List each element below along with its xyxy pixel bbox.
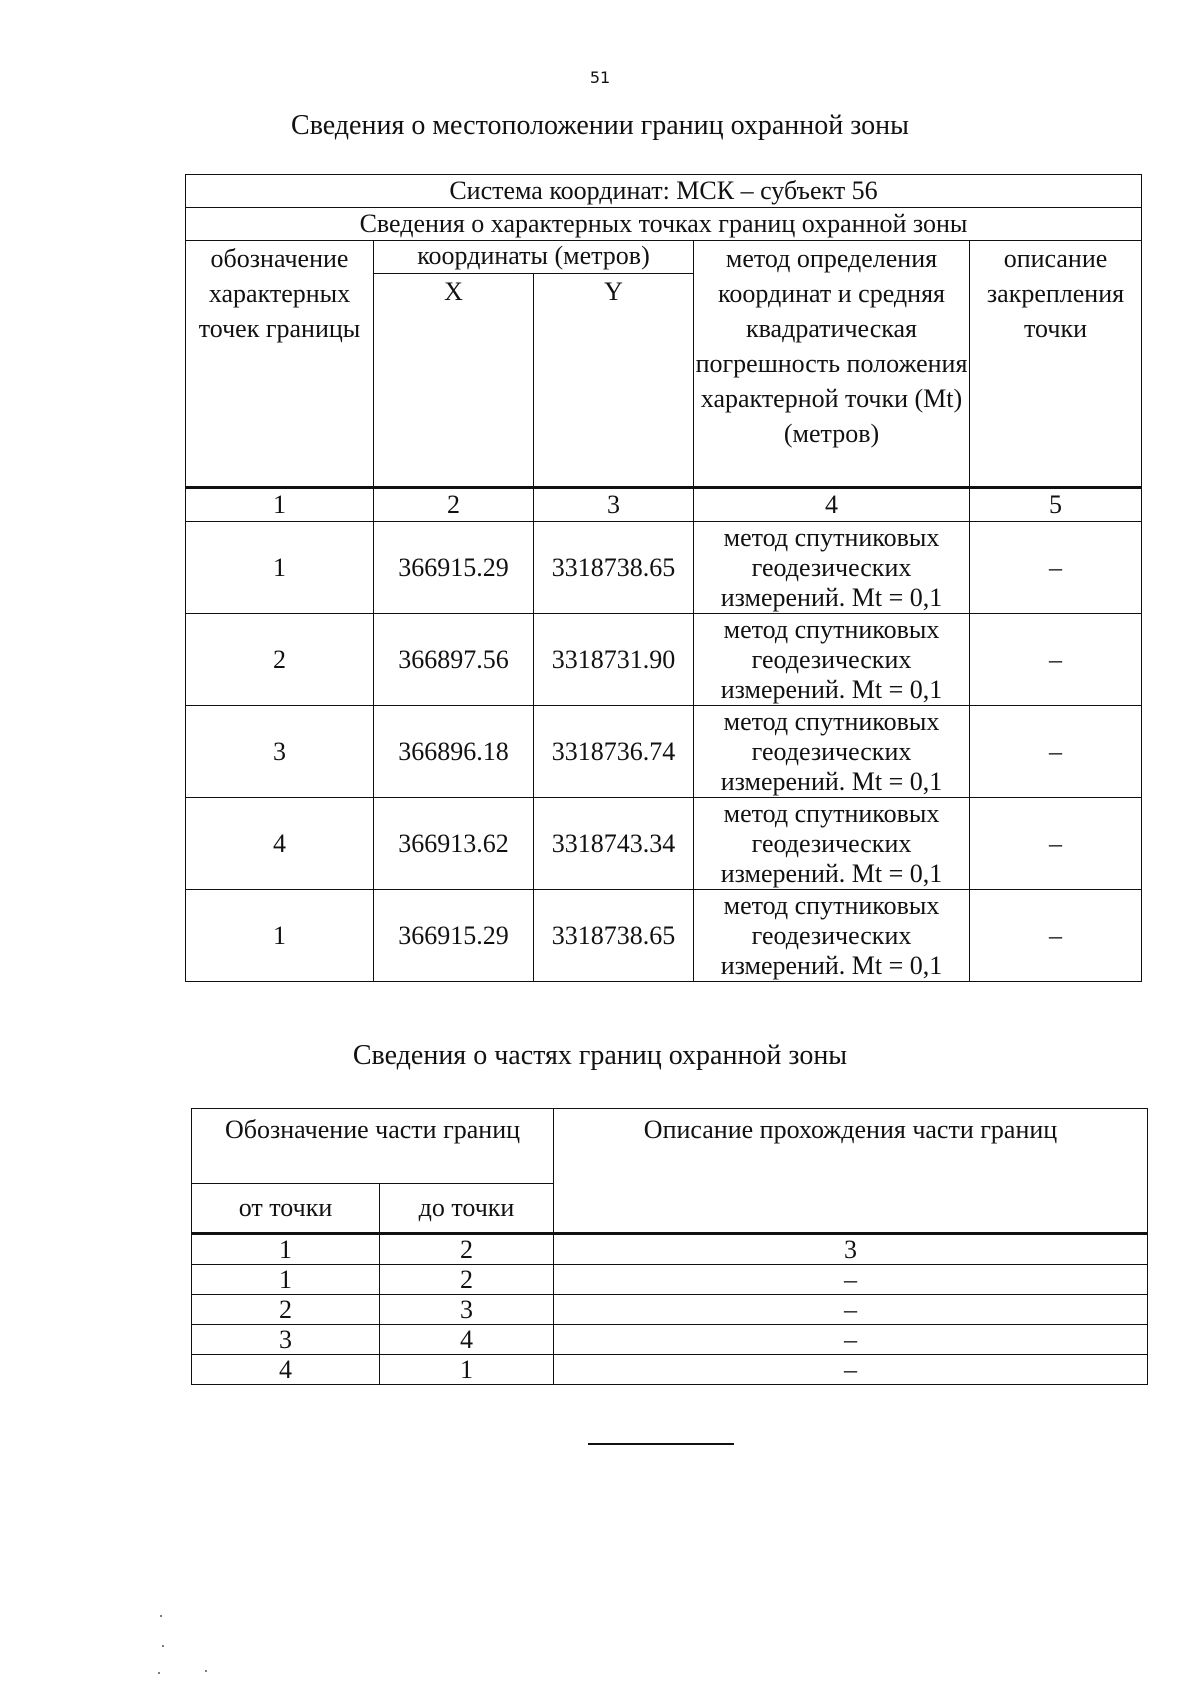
fixing-description: –: [970, 522, 1142, 614]
coord-x: 366915.29: [374, 522, 534, 614]
column-number: 5: [970, 488, 1142, 522]
column-header-method: метод определения координат и средняя квадратическая погрешность положения характерной точки (Mt) (метров): [694, 241, 970, 488]
coordinate-system-header: Система координат: МСК – субъект 56: [186, 175, 1142, 208]
column-header-description: описание закрепления точки: [970, 241, 1142, 488]
column-number: 3: [554, 1234, 1148, 1265]
coord-x: 366915.29: [374, 890, 534, 982]
from-point: 3: [192, 1325, 380, 1355]
fixing-description: –: [970, 798, 1142, 890]
table-row: [192, 1295, 1148, 1325]
parts-table: [191, 1108, 1148, 1385]
column-header-coordinates: координаты (метров): [374, 241, 694, 274]
part-description: –: [554, 1355, 1148, 1385]
table-row: [186, 798, 1142, 890]
column-header-part-designation: Обозначение части границ: [192, 1109, 554, 1184]
points-header-row: [186, 208, 1142, 241]
method: метод спутниковых геодезических измерений. Mt = 0,1: [694, 890, 970, 982]
coord-y: 3318738.65: [534, 890, 694, 982]
from-point: 2: [192, 1295, 380, 1325]
column-header-from: от точки: [192, 1184, 380, 1234]
column-header-to: до точки: [380, 1184, 554, 1234]
coord-x: 366896.18: [374, 706, 534, 798]
coord-y: 3318731.90: [534, 614, 694, 706]
scan-speck: [160, 1615, 162, 1617]
scan-speck: [158, 1672, 160, 1674]
column-number: 2: [374, 488, 534, 522]
column-number: 4: [694, 488, 970, 522]
table-row: [192, 1355, 1148, 1385]
column-number: 1: [186, 488, 374, 522]
method: метод спутниковых геодезических измерений. Mt = 0,1: [694, 614, 970, 706]
page-number: 51: [589, 68, 611, 87]
table-row: [186, 706, 1142, 798]
point-id: 4: [186, 798, 374, 890]
fixing-description: –: [970, 614, 1142, 706]
column-number-row: [186, 488, 1142, 522]
coord-y: 3318736.74: [534, 706, 694, 798]
point-id: 2: [186, 614, 374, 706]
to-point: 2: [380, 1265, 554, 1295]
end-separator-line: [588, 1443, 734, 1445]
fixing-description: –: [970, 890, 1142, 982]
parts-header-row: [192, 1109, 1148, 1184]
column-number: 1: [192, 1234, 380, 1265]
coord-y: 3318743.34: [534, 798, 694, 890]
points-table: [185, 174, 1142, 982]
table-row: [192, 1325, 1148, 1355]
to-point: 4: [380, 1325, 554, 1355]
table-row: [186, 522, 1142, 614]
table-row: [186, 614, 1142, 706]
column-number: 3: [534, 488, 694, 522]
to-point: 1: [380, 1355, 554, 1385]
coord-x: 366913.62: [374, 798, 534, 890]
column-number-row: [192, 1234, 1148, 1265]
part-description: –: [554, 1325, 1148, 1355]
point-id: 1: [186, 890, 374, 982]
coord-y: 3318738.65: [534, 522, 694, 614]
method: метод спутниковых геодезических измерений. Mt = 0,1: [694, 798, 970, 890]
column-header-part-description: Описание прохождения части границ: [554, 1109, 1148, 1234]
table-row: [186, 890, 1142, 982]
points-header: Сведения о характерных точках границ охранной зоны: [186, 208, 1142, 241]
coordinate-system-row: [186, 175, 1142, 208]
column-header-row: [186, 241, 1142, 274]
method: метод спутниковых геодезических измерений. Mt = 0,1: [694, 706, 970, 798]
section-title-boundary-location: Сведения о местоположении границ охранной зоны: [291, 110, 909, 141]
from-point: 4: [192, 1355, 380, 1385]
from-point: 1: [192, 1265, 380, 1295]
point-id: 1: [186, 522, 374, 614]
fixing-description: –: [970, 706, 1142, 798]
to-point: 3: [380, 1295, 554, 1325]
method: метод спутниковых геодезических измерений. Mt = 0,1: [694, 522, 970, 614]
column-header-y: Y: [534, 274, 694, 488]
part-description: –: [554, 1265, 1148, 1295]
coord-x: 366897.56: [374, 614, 534, 706]
section-title-boundary-parts: Сведения о частях границ охранной зоны: [352, 1040, 848, 1071]
scan-speck: [205, 1670, 207, 1672]
table-row: [192, 1265, 1148, 1295]
column-header-designation: обозначение характерных точек границы: [186, 241, 374, 488]
column-number: 2: [380, 1234, 554, 1265]
part-description: –: [554, 1295, 1148, 1325]
point-id: 3: [186, 706, 374, 798]
scan-speck: [162, 1645, 164, 1647]
column-header-x: X: [374, 274, 534, 488]
